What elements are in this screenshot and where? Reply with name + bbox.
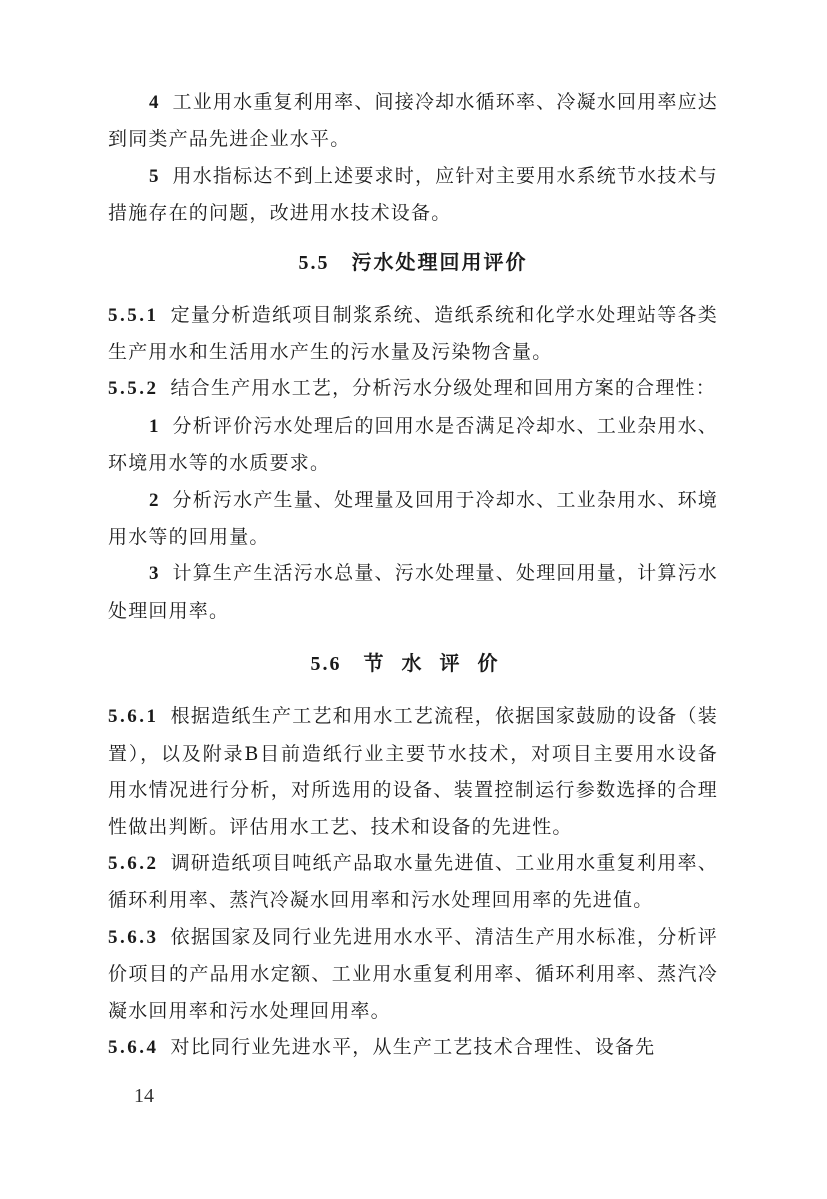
clause xyxy=(108,370,718,407)
section-title: 节水评价 xyxy=(363,651,516,676)
clause-text: 根据造纸生产工艺和用水工艺流程，依据国家鼓励的设备（装置），以及附录B目前造纸行业主要节水技术，对项目主要用水设备用水情况进行分析，对所选用的设备、装置控制运行参数选择的合理性做出判断。评估用水工艺、技术和设备的先进性。 xyxy=(108,705,718,838)
list-item xyxy=(108,555,718,629)
section-heading-5-6 xyxy=(108,645,718,682)
section-title: 污水处理回用评价 xyxy=(351,249,528,274)
clause-text: 调研造纸项目吨纸产品取水量先进值、工业用水重复利用率、循环利用率、蒸汽冷凝水回用率和污水处理回用率的先进值。 xyxy=(108,851,718,912)
list-item xyxy=(108,408,718,482)
item-text: 分析污水产生量、处理量及回用于冷却水、工业杂用水、环境用水等的回用量。 xyxy=(108,488,718,549)
item-number: 1 xyxy=(149,415,159,437)
list-item xyxy=(108,84,718,158)
document-page xyxy=(108,84,718,1066)
clause-text: 依据国家及同行业先进用水水平、清洁生产用水标准，分析评价项目的产品用水定额、工业用水重复利用率、循环利用率、蒸汽冷凝水回用率和污水处理回用率。 xyxy=(108,925,718,1022)
item-number: 3 xyxy=(149,563,159,585)
item-text: 分析评价污水处理后的回用水是否满足冷却水、工业杂用水、环境用水等的水质要求。 xyxy=(108,414,718,475)
section-number: 5.6 xyxy=(310,653,342,676)
clause-number: 5.6.4 xyxy=(108,1036,159,1058)
clause-text: 结合生产用水工艺，分析污水分级处理和回用方案的合理性： xyxy=(170,377,716,400)
clause xyxy=(108,919,718,1029)
clause xyxy=(108,845,718,919)
clause-text: 对比同行业先进水平，从生产工艺技术合理性、设备先 xyxy=(170,1035,656,1058)
item-text: 用水指标达不到上述要求时，应针对主要用水系统节水技术与措施存在的问题，改进用水技术设备。 xyxy=(108,164,718,225)
clause xyxy=(108,698,718,845)
clause-number: 5.5.1 xyxy=(108,304,159,326)
list-item xyxy=(108,158,718,232)
clause-number: 5.6.2 xyxy=(108,852,159,874)
section-number: 5.5 xyxy=(298,251,330,274)
clause xyxy=(108,297,718,371)
clause xyxy=(108,1029,718,1066)
clause-number: 5.6.3 xyxy=(108,926,159,948)
section-heading-5-5 xyxy=(108,244,718,281)
item-number: 5 xyxy=(149,165,159,187)
list-item xyxy=(108,482,718,556)
page-number: 14 xyxy=(134,1085,154,1107)
clause-number: 5.6.1 xyxy=(108,706,159,728)
item-number: 4 xyxy=(149,92,159,113)
item-text: 工业用水重复利用率、间接冷却水循环率、冷凝水回用率应达到同类产品先进企业水平。 xyxy=(108,91,718,151)
item-number: 2 xyxy=(149,489,159,511)
item-text: 计算生产生活污水总量、污水处理量、处理回用量，计算污水处理回用率。 xyxy=(108,562,718,622)
clause-number: 5.5.2 xyxy=(108,378,159,400)
clause-text: 定量分析造纸项目制浆系统、造纸系统和化学水处理站等各类生产用水和生活用水产生的污水量及污染物含量。 xyxy=(108,303,718,364)
